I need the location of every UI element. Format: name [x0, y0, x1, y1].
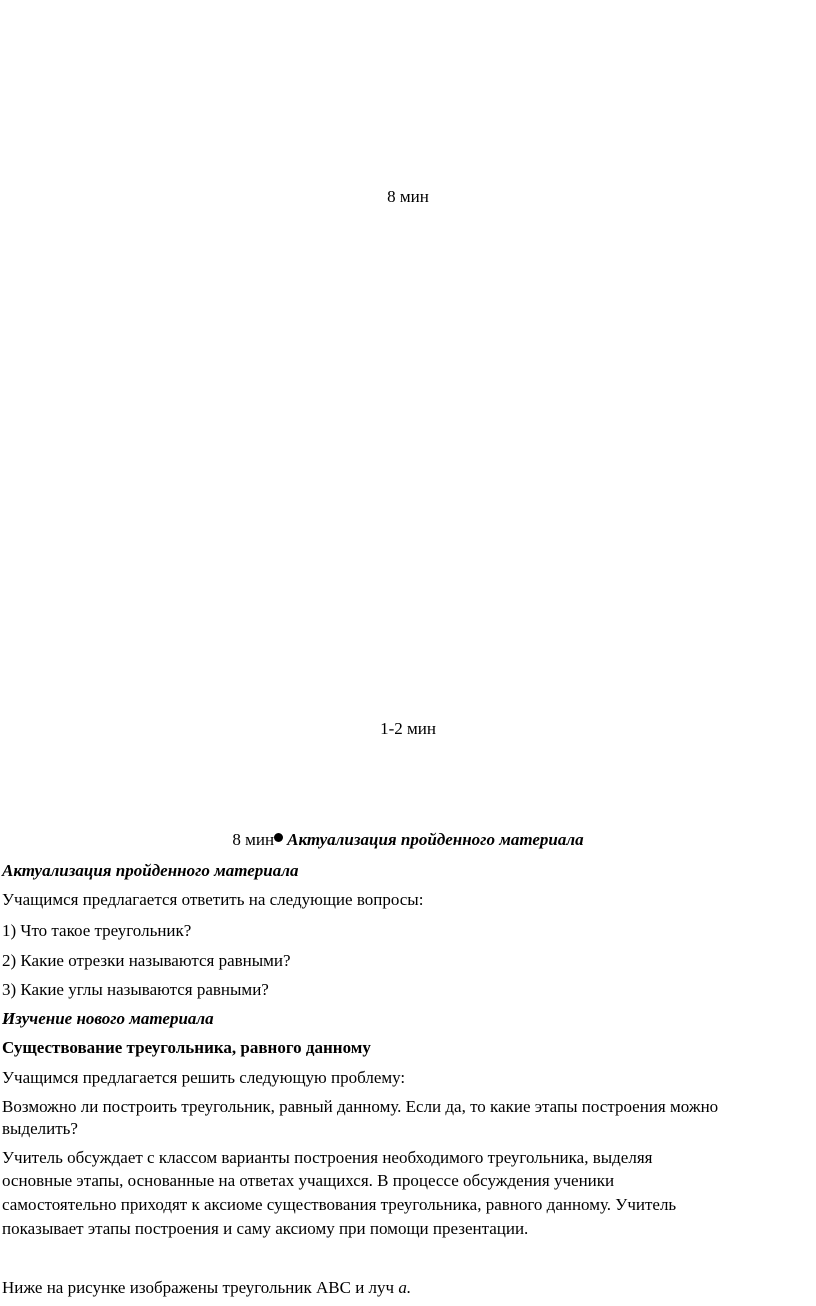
- ray-label: а.: [398, 1278, 412, 1297]
- question-3: 3) Какие углы называются равными?: [2, 980, 269, 999]
- section-heading-new-material: Изучение нового материала: [2, 1009, 214, 1028]
- question-1: 1) Что такое треугольник?: [2, 921, 192, 940]
- review-intro: Учащимся предлагается ответить на следующие вопросы:: [2, 890, 424, 909]
- discussion-line-1: Учитель обсуждает с классом варианты построения необходимого треугольника, выделяя: [2, 1148, 653, 1167]
- question-2: 2) Какие отрезки называются равными?: [2, 951, 291, 970]
- bullet-icon: [274, 833, 283, 842]
- time-label-8-min: 8 мин: [232, 830, 275, 849]
- subheading-triangle-existence: Существование треугольника, равного данному: [2, 1038, 371, 1057]
- time-label-1-2-min: 1-2 мин: [380, 719, 436, 738]
- problem-line-1: Возможно ли построить треугольник, равный данному. Если да, то какие этапы построения можно: [2, 1097, 719, 1116]
- section-heading-review: Актуализация пройденного материала: [2, 861, 299, 880]
- discussion-line-4: показывает этапы построения и саму аксиому при помощи презентации.: [2, 1219, 529, 1238]
- problem-line-2: выделить?: [2, 1119, 78, 1138]
- discussion-line-3: самостоятельно приходят к аксиоме существования треугольника, равного данному. Учитель: [2, 1195, 677, 1214]
- time-label-8-min-top: 8 мин: [387, 187, 429, 206]
- figure-caption: [2, 1277, 812, 1299]
- figure-caption-text: Ниже на рисунке изображены треугольник АВС и луч: [2, 1278, 395, 1297]
- bullet-heading: Актуализация пройденного материала: [287, 830, 584, 849]
- time-label-with-bullet-heading: [0, 830, 816, 850]
- discussion-line-2: основные этапы, основанные на ответах учащихся. В процессе обсуждения ученики: [2, 1171, 615, 1190]
- problem-intro: Учащимся предлагается решить следующую проблему:: [2, 1068, 406, 1087]
